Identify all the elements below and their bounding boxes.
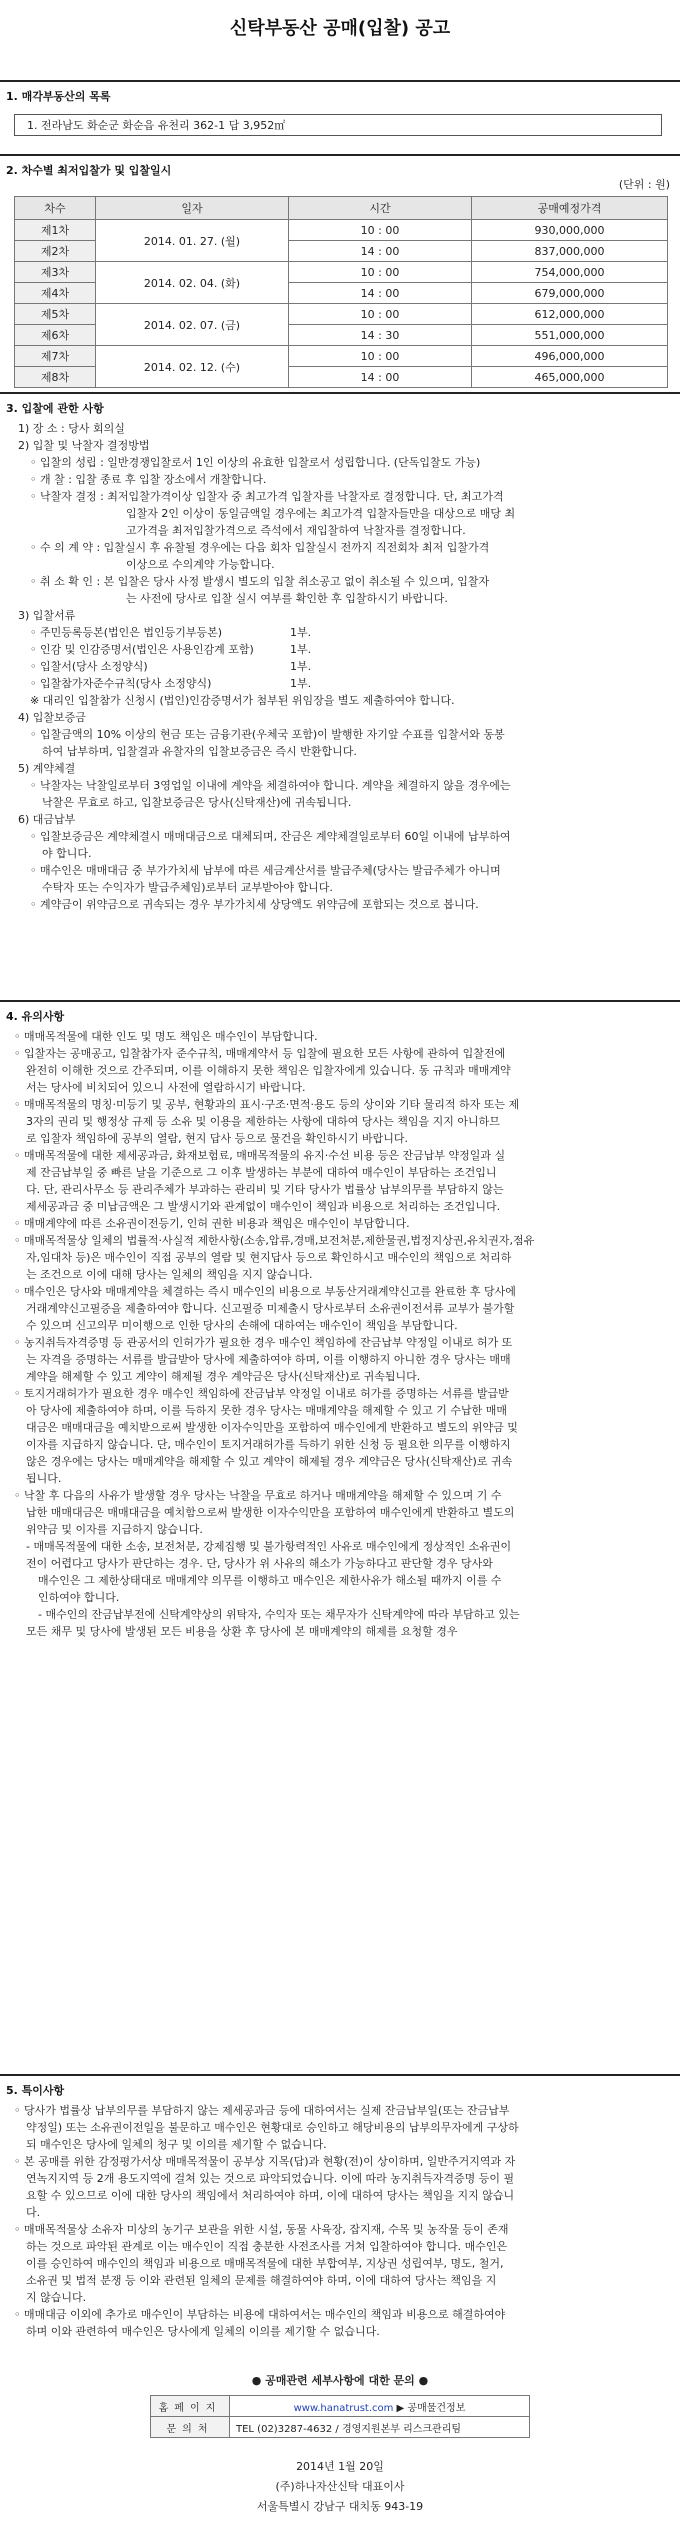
list-item: [0, 641, 680, 658]
list-item: 자,임대차 등)은 매수인이 직접 공부의 열람 및 현지답사 등으로 확인하시고 매수인의 책임으로 처리하: [26, 1251, 512, 1264]
list-item: ※ 대리인 입찰참가 신청시 (법인)인감증명서가 첨부된 위임장을 별도 제출하여야 합니다.: [30, 694, 455, 707]
list-item: ◦ 농지취득자격증명 등 관공서의 인허가가 필요한 경우 매수인 책임하에 잔금납부 약정일 이내로 허가 또: [14, 1336, 513, 1349]
list-item: ◦ 매매목적물상 일체의 법률적·사실적 제한사항(소송,압류,경매,보전처분,제한물권,법정지상권,유치권자,점유: [14, 1234, 535, 1247]
list-item: 4) 입찰보증금: [18, 711, 86, 724]
list-item: 계약을 해제할 수 있고 계약이 해제될 경우 계약금은 당사(신탁재산)로 귀속됩니다.: [26, 1370, 421, 1383]
list-item: 다.: [26, 2206, 41, 2219]
round-cell: 제4차: [15, 283, 96, 304]
list-item: [0, 624, 680, 641]
list-item: ◦ 매매목적물에 대한 제세공과금, 화재보험료, 매매목적물의 유지·수선 비용 등은 잔금납부 약정일과 실: [14, 1149, 506, 1162]
section-5-rule: [0, 2074, 680, 2076]
list-item: [0, 658, 680, 675]
price-cell: 754,000,000: [472, 262, 668, 283]
list-item: 소유권 및 법적 분쟁 등 이와 관련된 일체의 문제를 해결하여야 하며, 이에 대하여 당사는 책임을 지: [26, 2274, 497, 2287]
list-item: - 매매목적물에 대한 소송, 보전처분, 강제집행 및 불가항력적인 사유로 매수인에게 정상적인 소유권이: [26, 1540, 512, 1553]
list-item: 되 매수인은 당사에 일체의 청구 및 이의를 제기할 수 없습니다.: [26, 2138, 327, 2151]
price-cell: 612,000,000: [472, 304, 668, 325]
section-2-heading: 2. 차수별 최저입찰가 및 입찰일시: [6, 164, 172, 177]
list-item: 약정일) 또는 소유권이전일을 불문하고 매수인은 현황대로 승인하고 해당비용의 납부의무자에게 구상하: [26, 2121, 519, 2134]
list-item: 수탁자 또는 수익자가 발급주체임)로부터 교부받아야 합니다.: [42, 881, 333, 894]
list-item: ◦ 개 찰 : 입찰 종료 후 입찰 장소에서 개찰합니다.: [30, 473, 267, 486]
section-1-rule: [0, 80, 680, 82]
time-cell: 14 : 30: [289, 325, 472, 346]
list-item: 요할 수 있으므로 이에 대한 당사의 책임에서 처리하여야 하며, 이에 대하여 당사는 책임을 지지 않습니: [26, 2189, 515, 2202]
list-item: 제 잔금납부일 중 빠른 날을 기준으로 그 이후 발생하는 부분에 대하여 매수인이 부담하는 조건입니: [26, 1166, 497, 1179]
list-item: ◦ 매수인은 당사와 매매계약을 체결하는 즉시 매수인의 비용으로 부동산거래계약신고를 완료한 후 당사에: [14, 1285, 516, 1298]
list-item: ◦ 매매계약에 따른 소유권이전등기, 인허 권한 비용과 책임은 매수인이 부담합니다.: [14, 1217, 410, 1230]
list-item: 완전히 이해한 것으로 간주되며, 이를 이해하지 못한 책임은 입찰자에게 있습니다. 동 규칙과 매매계약: [26, 1064, 511, 1077]
list-item: 는 사전에 당사로 입찰 실시 여부를 확인한 후 입찰하시기 바랍니다.: [126, 592, 448, 605]
round-cell: 제8차: [15, 367, 96, 388]
list-item: 고가격을 최저입찰가격으로 즉석에서 재입찰하여 낙찰자를 결정합니다.: [126, 524, 466, 537]
list-item: 다. 단, 관리사무소 등 관리주체가 부과하는 관리비 및 기타 당사가 법률상 납부의무를 부담하지 않는: [26, 1183, 504, 1196]
table-row: [15, 220, 668, 241]
list-item: ◦ 매매목적물상 소유자 미상의 농기구 보관을 위한 시설, 동물 사육장, 잡지재, 수목 및 농작물 등이 존재: [14, 2223, 509, 2236]
list-item: 이자를 지급하지 않습니다. 단, 매수인이 토지거래허가를 득하기 위한 신청 등 필요한 의무를 이행하지: [26, 1438, 511, 1451]
time-cell: 10 : 00: [289, 346, 472, 367]
list-item: 야 합니다.: [42, 847, 92, 860]
list-item: - 매수인의 잔금납부전에 신탁계약상의 위탁자, 수익자 또는 채무자가 신탁계약에 따라 부담하고 있는: [38, 1608, 520, 1621]
list-item: 서는 당사에 비치되어 있으니 사전에 열람하시기 바랍니다.: [26, 1081, 306, 1094]
list-item: 이상으로 수의계약 가능합니다.: [126, 558, 275, 571]
list-item: ◦ 본 공매를 위한 감정평가서상 매매목적물이 공부상 지목(답)과 현황(전)이 상이하며, 일반주거지역과 자: [14, 2155, 516, 2168]
list-item: 않은 경우에는 당사는 매매계약을 해제할 수 있고 계약이 해제될 경우 계약금은 당사(신탁재산)로 귀속: [26, 1455, 513, 1468]
section-3-rule: [0, 392, 680, 394]
section-5-body: [0, 2102, 680, 2340]
list-item: 납한 매매대금은 매매대금을 예치함으로써 발생한 이자수익만을 포함하여 매수인에게 반환하고 별도의: [26, 1506, 515, 1519]
doc-name: ◦ 입찰서(당사 소정양식): [30, 660, 148, 673]
list-item: 위약금 및 이자를 지급하지 않습니다.: [26, 1523, 203, 1536]
company-address: 서울특별시 강남구 대치동 943-19: [256, 2500, 424, 2513]
homepage-label: 홈페이지: [151, 2396, 230, 2417]
list-item: ◦ 토지거래허가가 필요한 경우 매수인 책임하에 잔금납부 약정일 이내로 허가를 증명하는 서류를 발급받: [14, 1387, 509, 1400]
time-cell: 14 : 00: [289, 367, 472, 388]
price-cell: 496,000,000: [472, 346, 668, 367]
list-item: 모든 채무 및 당사에 발생된 모든 비용을 상환 후 당사에 본 매매계약의 해제를 요청할 경우: [26, 1625, 458, 1638]
list-item: 2) 입찰 및 낙찰자 결정방법: [18, 439, 150, 452]
col-header-date: 일자: [96, 197, 289, 220]
page-title: 신탁부동산 공매(입찰) 공고: [229, 18, 451, 39]
time-cell: 14 : 00: [289, 283, 472, 304]
inquiry-label: 문의처: [151, 2417, 230, 2438]
contact-table: [150, 2395, 530, 2438]
list-item: 인하여야 합니다.: [38, 1591, 120, 1604]
list-item: ◦ 낙찰자는 낙찰일로부터 3영업일 이내에 계약을 체결하여야 합니다. 계약을 체결하지 않을 경우에는: [30, 779, 511, 792]
section-4-heading: 4. 유의사항: [6, 1010, 65, 1023]
issue-date: 2014년 1월 20일: [296, 2460, 384, 2473]
list-item: 전이 어렵다고 당사가 판단하는 경우. 단, 당사가 위 사유의 해소가 가능하다고 판단할 경우 당사와: [26, 1557, 493, 1570]
round-cell: 제6차: [15, 325, 96, 346]
doc-count: 1부.: [290, 626, 312, 639]
list-item: 1) 장 소 : 당사 회의실: [18, 422, 125, 435]
list-item: ◦ 당사가 법률상 납부의무를 부담하지 않는 제세공과금 등에 대하여서는 실제 잔금납부일(또는 잔금납부: [14, 2104, 510, 2117]
date-cell: 2014. 02. 12. (수): [96, 346, 289, 388]
date-cell: 2014. 02. 04. (화): [96, 262, 289, 304]
time-cell: 10 : 00: [289, 220, 472, 241]
round-cell: 제5차: [15, 304, 96, 325]
round-cell: 제3차: [15, 262, 96, 283]
list-item: 됩니다.: [26, 1472, 62, 1485]
unit-note: (단위 : 원): [618, 178, 670, 191]
time-cell: 10 : 00: [289, 304, 472, 325]
list-item: ◦ 매수인은 매매대금 중 부가가치세 납부에 따른 세금계산서를 발급주체(당사는 발급주체가 아니며: [30, 864, 501, 877]
list-item: 하여 납부하며, 입찰결과 유찰자의 입찰보증금은 즉시 반환합니다.: [42, 745, 357, 758]
property-item: 1. 전라남도 화순군 화순읍 유천리 362-1 답 3,952㎡: [14, 114, 662, 136]
price-cell: 551,000,000: [472, 325, 668, 346]
list-item: 는 조건으로 이에 대해 당사는 일체의 책임을 지지 않습니다.: [26, 1268, 313, 1281]
list-item: 하는 것으로 파악된 관계로 이는 매수인이 직접 충분한 사전조사를 거쳐 입찰하여야 합니다. 매수인은: [26, 2240, 508, 2253]
list-item: ◦ 입찰보증금은 계약체결시 매매대금으로 대체되며, 잔금은 계약체결일로부터 60일 이내에 납부하여: [30, 830, 511, 843]
homepage-cell: [230, 2396, 530, 2417]
section-3-heading: 3. 입찰에 관한 사항: [6, 402, 104, 415]
list-item: 입찰자 2인 이상이 동일금액일 경우에는 최고가격 입찰자들만을 대상으로 매당 최: [126, 507, 516, 520]
date-cell: 2014. 01. 27. (월): [96, 220, 289, 262]
doc-count: 1부.: [290, 677, 312, 690]
list-item: ◦ 매매대금 이외에 추가로 매수인이 부담하는 비용에 대하여서는 매수인의 책임과 비용으로 해결하여야: [14, 2308, 506, 2321]
round-cell: 제7차: [15, 346, 96, 367]
list-item: ◦ 낙찰 후 다음의 사유가 발생할 경우 당사는 낙찰을 무효로 하거나 매매계약을 해제할 수 있으며 기 수: [14, 1489, 502, 1502]
price-cell: 930,000,000: [472, 220, 668, 241]
list-item: [0, 1640, 680, 1657]
list-item: 하며 이와 관련하여 매수인은 당사에게 일체의 이의를 제기할 수 없습니다.: [26, 2325, 380, 2338]
doc-name: ◦ 주민등록등본(법인은 법인등기부등본): [30, 626, 223, 639]
section-1-heading: 1. 매각부동산의 목록: [6, 90, 111, 103]
round-cell: 제1차: [15, 220, 96, 241]
table-row: [15, 304, 668, 325]
list-item: 6) 대금납부: [18, 813, 76, 826]
list-item: ◦ 매매목적물에 대한 인도 및 명도 책임은 매수인이 부담합니다.: [14, 1030, 318, 1043]
list-item: 3) 입찰서류: [18, 609, 76, 622]
time-cell: 14 : 00: [289, 241, 472, 262]
price-cell: 837,000,000: [472, 241, 668, 262]
col-header-time: 시간: [289, 197, 472, 220]
section-4-rule: [0, 1000, 680, 1002]
section-5-heading: 5. 특이사항: [6, 2084, 65, 2097]
list-item: 이를 승인하여 매수인의 책임과 비용으로 매매목적물에 대한 부합여부, 지상권 성립여부, 명도, 철거,: [26, 2257, 504, 2270]
schedule-table: [14, 196, 668, 388]
price-cell: 679,000,000: [472, 283, 668, 304]
doc-name: ◦ 인감 및 인감증명서(법인은 사용인감계 포함): [30, 643, 254, 656]
time-cell: 10 : 00: [289, 262, 472, 283]
doc-count: 1부.: [290, 643, 312, 656]
list-item: ◦ 입찰금액의 10% 이상의 현금 또는 금융기관(우체국 포함)이 발행한 자기앞 수표를 입찰서와 동봉: [30, 728, 505, 741]
list-item: [0, 675, 680, 692]
list-item: ◦ 계약금이 위약금으로 귀속되는 경우 부가가치세 상당액도 위약금에 포함되는 것으로 봅니다.: [30, 898, 479, 911]
round-cell: 제2차: [15, 241, 96, 262]
list-item: 대금은 매매대금을 예치받으로써 발생한 이자수익만을 포함하여 매수인에게 반환하고 별도의 위약금 및: [26, 1421, 518, 1434]
list-item: 지 않습니다.: [26, 2291, 87, 2304]
table-row: [15, 346, 668, 367]
list-item: 제세공과금 중 미납금액은 그 발생시기와 관계없이 매수인이 책임과 비용으로 처리하는 조건입니다.: [26, 1200, 501, 1213]
list-item: 로 입찰자 책임하에 공부의 열람, 현지 답사 등으로 물건을 확인하시기 바랍니다.: [26, 1132, 408, 1145]
doc-count: 1부.: [290, 660, 312, 673]
list-item: 거래계약신고필증을 제출하여야 합니다. 신고필증 미제출시 당사로부터 소유권이전서류 교부가 불가할: [26, 1302, 515, 1315]
list-item: ◦ 매매목적물의 명칭·미등기 및 공부, 현황과의 표시·구조·면적·용도 등의 상이와 기타 물리적 하자 또는 제: [14, 1098, 520, 1111]
homepage-link[interactable]: www.hanatrust.com: [293, 2402, 394, 2414]
company-name: (주)하나자산신탁 대표이사: [275, 2480, 405, 2493]
inquiry-value: TEL (02)3287-4632 / 경영지원본부 리스크관리팀: [230, 2417, 530, 2438]
section-4-body: [0, 1028, 680, 1657]
section-2-rule: [0, 154, 680, 156]
table-row: [151, 2417, 530, 2438]
list-item: ◦ 취 소 확 인 : 본 입찰은 당사 사정 발생시 별도의 입찰 취소공고 없이 취소될 수 있으며, 입찰자: [30, 575, 490, 588]
col-header-round: 차수: [15, 197, 96, 220]
list-item: 아 당사에 제출하여야 하며, 이를 득하지 못한 경우 당사는 매매계약을 해제할 수 있고 기 수납한 매매: [26, 1404, 507, 1417]
list-item: ◦ 입찰의 성립 : 일반경쟁입찰로서 1인 이상의 유효한 입찰로서 성립합니다. (단독입찰도 가능): [30, 456, 481, 469]
contact-heading: ● 공매관련 세부사항에 대한 문의 ●: [251, 2374, 429, 2387]
list-item: 매수인은 그 제한상태대로 매매계약 의무를 이행하고 매수인은 제한사유가 해소될 때까지 이를 수: [38, 1574, 502, 1587]
list-item: 3자의 권리 및 행정상 규제 등 소유 및 이용을 제한하는 사항에 대하여 당사는 책임을 지지 아니하므: [26, 1115, 500, 1128]
schedule-header-row: [15, 197, 668, 220]
list-item: ◦ 낙찰자 결정 : 최저입찰가격이상 입찰자 중 최고가격 입찰자를 낙찰자로 결정합니다. 단, 최고가격: [30, 490, 504, 503]
date-cell: 2014. 02. 07. (금): [96, 304, 289, 346]
col-header-price: 공매예정가격: [472, 197, 668, 220]
table-row: [15, 262, 668, 283]
list-item: ◦ 입찰자는 공매공고, 입찰참가자 준수규칙, 매매계약서 등 입찰에 필요한 모든 사항에 관하여 입찰전에: [14, 1047, 506, 1060]
homepage-suffix: ▶ 공매물건정보: [396, 2402, 466, 2414]
list-item: 수 있으며 신고의무 미이행으로 인한 당사의 손해에 대하여는 매수인이 책임을 부담합니다.: [26, 1319, 458, 1332]
price-cell: 465,000,000: [472, 367, 668, 388]
table-row: [151, 2396, 530, 2417]
doc-name: ◦ 입찰참가자준수규칙(당사 소정양식): [30, 677, 212, 690]
list-item: 낙찰은 무효로 하고, 입찰보증금은 당사(신탁재산)에 귀속됩니다.: [42, 796, 352, 809]
list-item: 연녹지지역 등 2개 용도지역에 걸쳐 있는 것으로 파악되었습니다. 이에 따라 농지취득자격증명 등이 필: [26, 2172, 515, 2185]
list-item: 는 자격을 증명하는 서류를 발급받아 당사에 제출하여야 하며, 이를 이행하지 아니한 경우 당사는 매매: [26, 1353, 511, 1366]
section-3-body: [0, 420, 680, 913]
list-item: ◦ 수 의 계 약 : 입찰실시 후 유찰될 경우에는 다음 회차 입찰실시 전까지 직전회차 최저 입찰가격: [30, 541, 490, 554]
list-item: 5) 계약체결: [18, 762, 76, 775]
